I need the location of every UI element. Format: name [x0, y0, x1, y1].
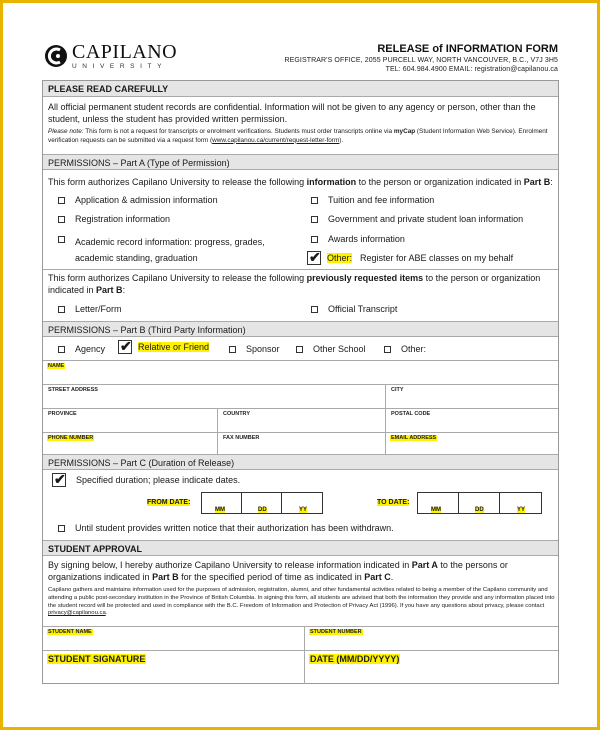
option-student-loans[interactable]: Government and private student loan information	[311, 214, 523, 224]
checkbox[interactable]	[311, 197, 318, 204]
other-label: Other:	[327, 253, 353, 263]
checkbox[interactable]	[311, 306, 318, 313]
option-tuition-fees[interactable]: Tuition and fee information	[311, 195, 434, 205]
authorization-statement: By signing below, I hereby authorize Capilano University to release information indicated in Part A to the persons or organizations indicated in Part B for the specified period of time as indicated in Part C.	[48, 560, 508, 582]
checkbox[interactable]	[311, 216, 318, 223]
checkbox[interactable]	[311, 236, 318, 243]
option-application-admission[interactable]: Application & admission information	[58, 195, 218, 205]
checkmark-icon: ✔	[309, 249, 321, 265]
option-awards[interactable]: Awards information	[311, 234, 405, 244]
section-student-approval: STUDENT APPROVAL	[43, 540, 558, 556]
option-academic-record[interactable]: Academic record information: progress, grades, academic standing, graduation	[58, 234, 265, 266]
checked-checkbox[interactable]	[307, 251, 321, 265]
privacy-email-link[interactable]: privacy@capilanou.ca	[48, 610, 106, 617]
option-until-withdrawn[interactable]: Until student provides written notice that their authorization has been withdrawn.	[58, 523, 394, 533]
confidentiality-statement: All official permanent student records are confidential. Information will not be given to any agency or person, other than the student, unless the student has provided written permission.	[48, 102, 536, 124]
checkbox[interactable]	[58, 236, 65, 243]
part-a-previous-intro: This form authorizes Capilano University to release the following previously requested items to the person or organization indicated in Part B:	[48, 273, 541, 295]
email-address-field[interactable]: EMAIL ADDRESS	[385, 432, 558, 454]
privacy-statement: Capilano gathers and maintains information used for the purposes of admission, registration, alumni, and other fundamental activities related to being a member of the Capilano community and attending a public post-secondary institution in the Province of British Columbia. In signing this form, all students are advised that both the information they provide and any information placed into the student record will be protected and used in compliance with the B.C. Freedom of Information and Protection of Privacy Act (1996). If you have any questions about privacy, please contact privacy@capilanou.ca.	[48, 587, 555, 617]
office-address: REGISTRAR'S OFFICE, 2055 PURCELL WAY, NORTH VANCOUVER, B.C., V7J 3H5	[284, 57, 558, 64]
checkbox[interactable]	[58, 346, 65, 353]
other-value[interactable]: Register for ABE classes on my behalf	[360, 253, 514, 263]
university-logo	[44, 42, 177, 70]
phone-number-field[interactable]: PHONE NUMBER	[43, 432, 217, 454]
student-signature-field[interactable]: STUDENT SIGNATURE	[43, 650, 304, 684]
checkbox[interactable]	[58, 197, 65, 204]
checkbox[interactable]	[229, 346, 236, 353]
student-name-field[interactable]: STUDENT NAME	[43, 626, 304, 650]
office-contact: TEL: 604.984.4900 EMAIL: registration@capilanou.ca	[385, 66, 558, 73]
option-other-school[interactable]: Other School	[296, 344, 366, 354]
option-letter-form[interactable]: Letter/Form	[58, 304, 122, 314]
transcript-note: Please note: This form is not a request for transcripts or enrolment verifications. Students must order transcripts online via myCap (Student Information Web Service). Enrolment verification requests can be submitted via a request form (www.capilanou.ca/current/request-letter-form).	[48, 128, 548, 144]
part-a-intro: This form authorizes Capilano University to release the following information to the person or organization indicated in Part B:	[48, 177, 553, 187]
fax-number-field[interactable]: FAX NUMBER	[217, 432, 385, 454]
option-sponsor[interactable]: Sponsor	[229, 344, 280, 354]
checked-checkbox[interactable]	[118, 340, 132, 354]
checkbox[interactable]	[58, 306, 65, 313]
request-form-link[interactable]: www.capilanou.ca/current/request-letter-form	[212, 136, 340, 144]
form-title: RELEASE of INFORMATION FORM	[377, 43, 558, 55]
option-registration[interactable]: Registration information	[58, 214, 170, 224]
capilano-logo-icon	[44, 44, 68, 68]
country-field[interactable]: COUNTRY	[217, 408, 385, 432]
release-form	[42, 80, 559, 684]
checkmark-icon: ✔	[120, 338, 132, 354]
province-field[interactable]: PROVINCE	[43, 408, 217, 432]
from-date-field[interactable]: MM DD YY	[201, 492, 323, 514]
option-official-transcript[interactable]: Official Transcript	[311, 304, 397, 314]
checkbox[interactable]	[58, 216, 65, 223]
option-other-party[interactable]: Other:	[384, 344, 426, 354]
checkbox[interactable]	[296, 346, 303, 353]
logo-subtitle: UNIVERSITY	[72, 63, 168, 70]
checked-checkbox[interactable]	[52, 473, 66, 487]
form-header	[284, 43, 558, 73]
date-field[interactable]: DATE (MM/DD/YYYY)	[304, 650, 558, 684]
to-date-field[interactable]: MM DD YY	[417, 492, 542, 514]
checkmark-icon: ✔	[54, 471, 66, 487]
section-part-c: PERMISSIONS – Part C (Duration of Release)	[43, 454, 558, 470]
postal-code-field[interactable]: POSTAL CODE	[385, 408, 558, 432]
from-date-label: FROM DATE:	[147, 499, 191, 506]
section-part-b: PERMISSIONS – Part B (Third Party Information)	[43, 321, 558, 337]
section-part-a: PERMISSIONS – Part A (Type of Permission)	[43, 154, 558, 170]
option-agency[interactable]: Agency	[58, 344, 105, 354]
option-specified-duration[interactable]: ✔ Specified duration; please indicate dates.	[54, 471, 241, 487]
option-relative-friend[interactable]: ✔ Relative or Friend	[120, 338, 210, 354]
name-field[interactable]: NAME	[43, 360, 558, 384]
section-read-carefully: PLEASE READ CAREFULLY	[43, 81, 558, 97]
street-address-field[interactable]: STREET ADDRESS	[43, 384, 385, 408]
checkbox[interactable]	[58, 525, 65, 532]
logo-name: CAPILANO	[72, 41, 178, 63]
divider	[43, 269, 558, 270]
checkbox[interactable]	[384, 346, 391, 353]
option-other[interactable]	[307, 251, 513, 265]
student-number-field[interactable]: STUDENT NUMBER	[304, 626, 558, 650]
to-date-label: TO DATE:	[377, 499, 410, 506]
city-field[interactable]: CITY	[385, 384, 558, 408]
